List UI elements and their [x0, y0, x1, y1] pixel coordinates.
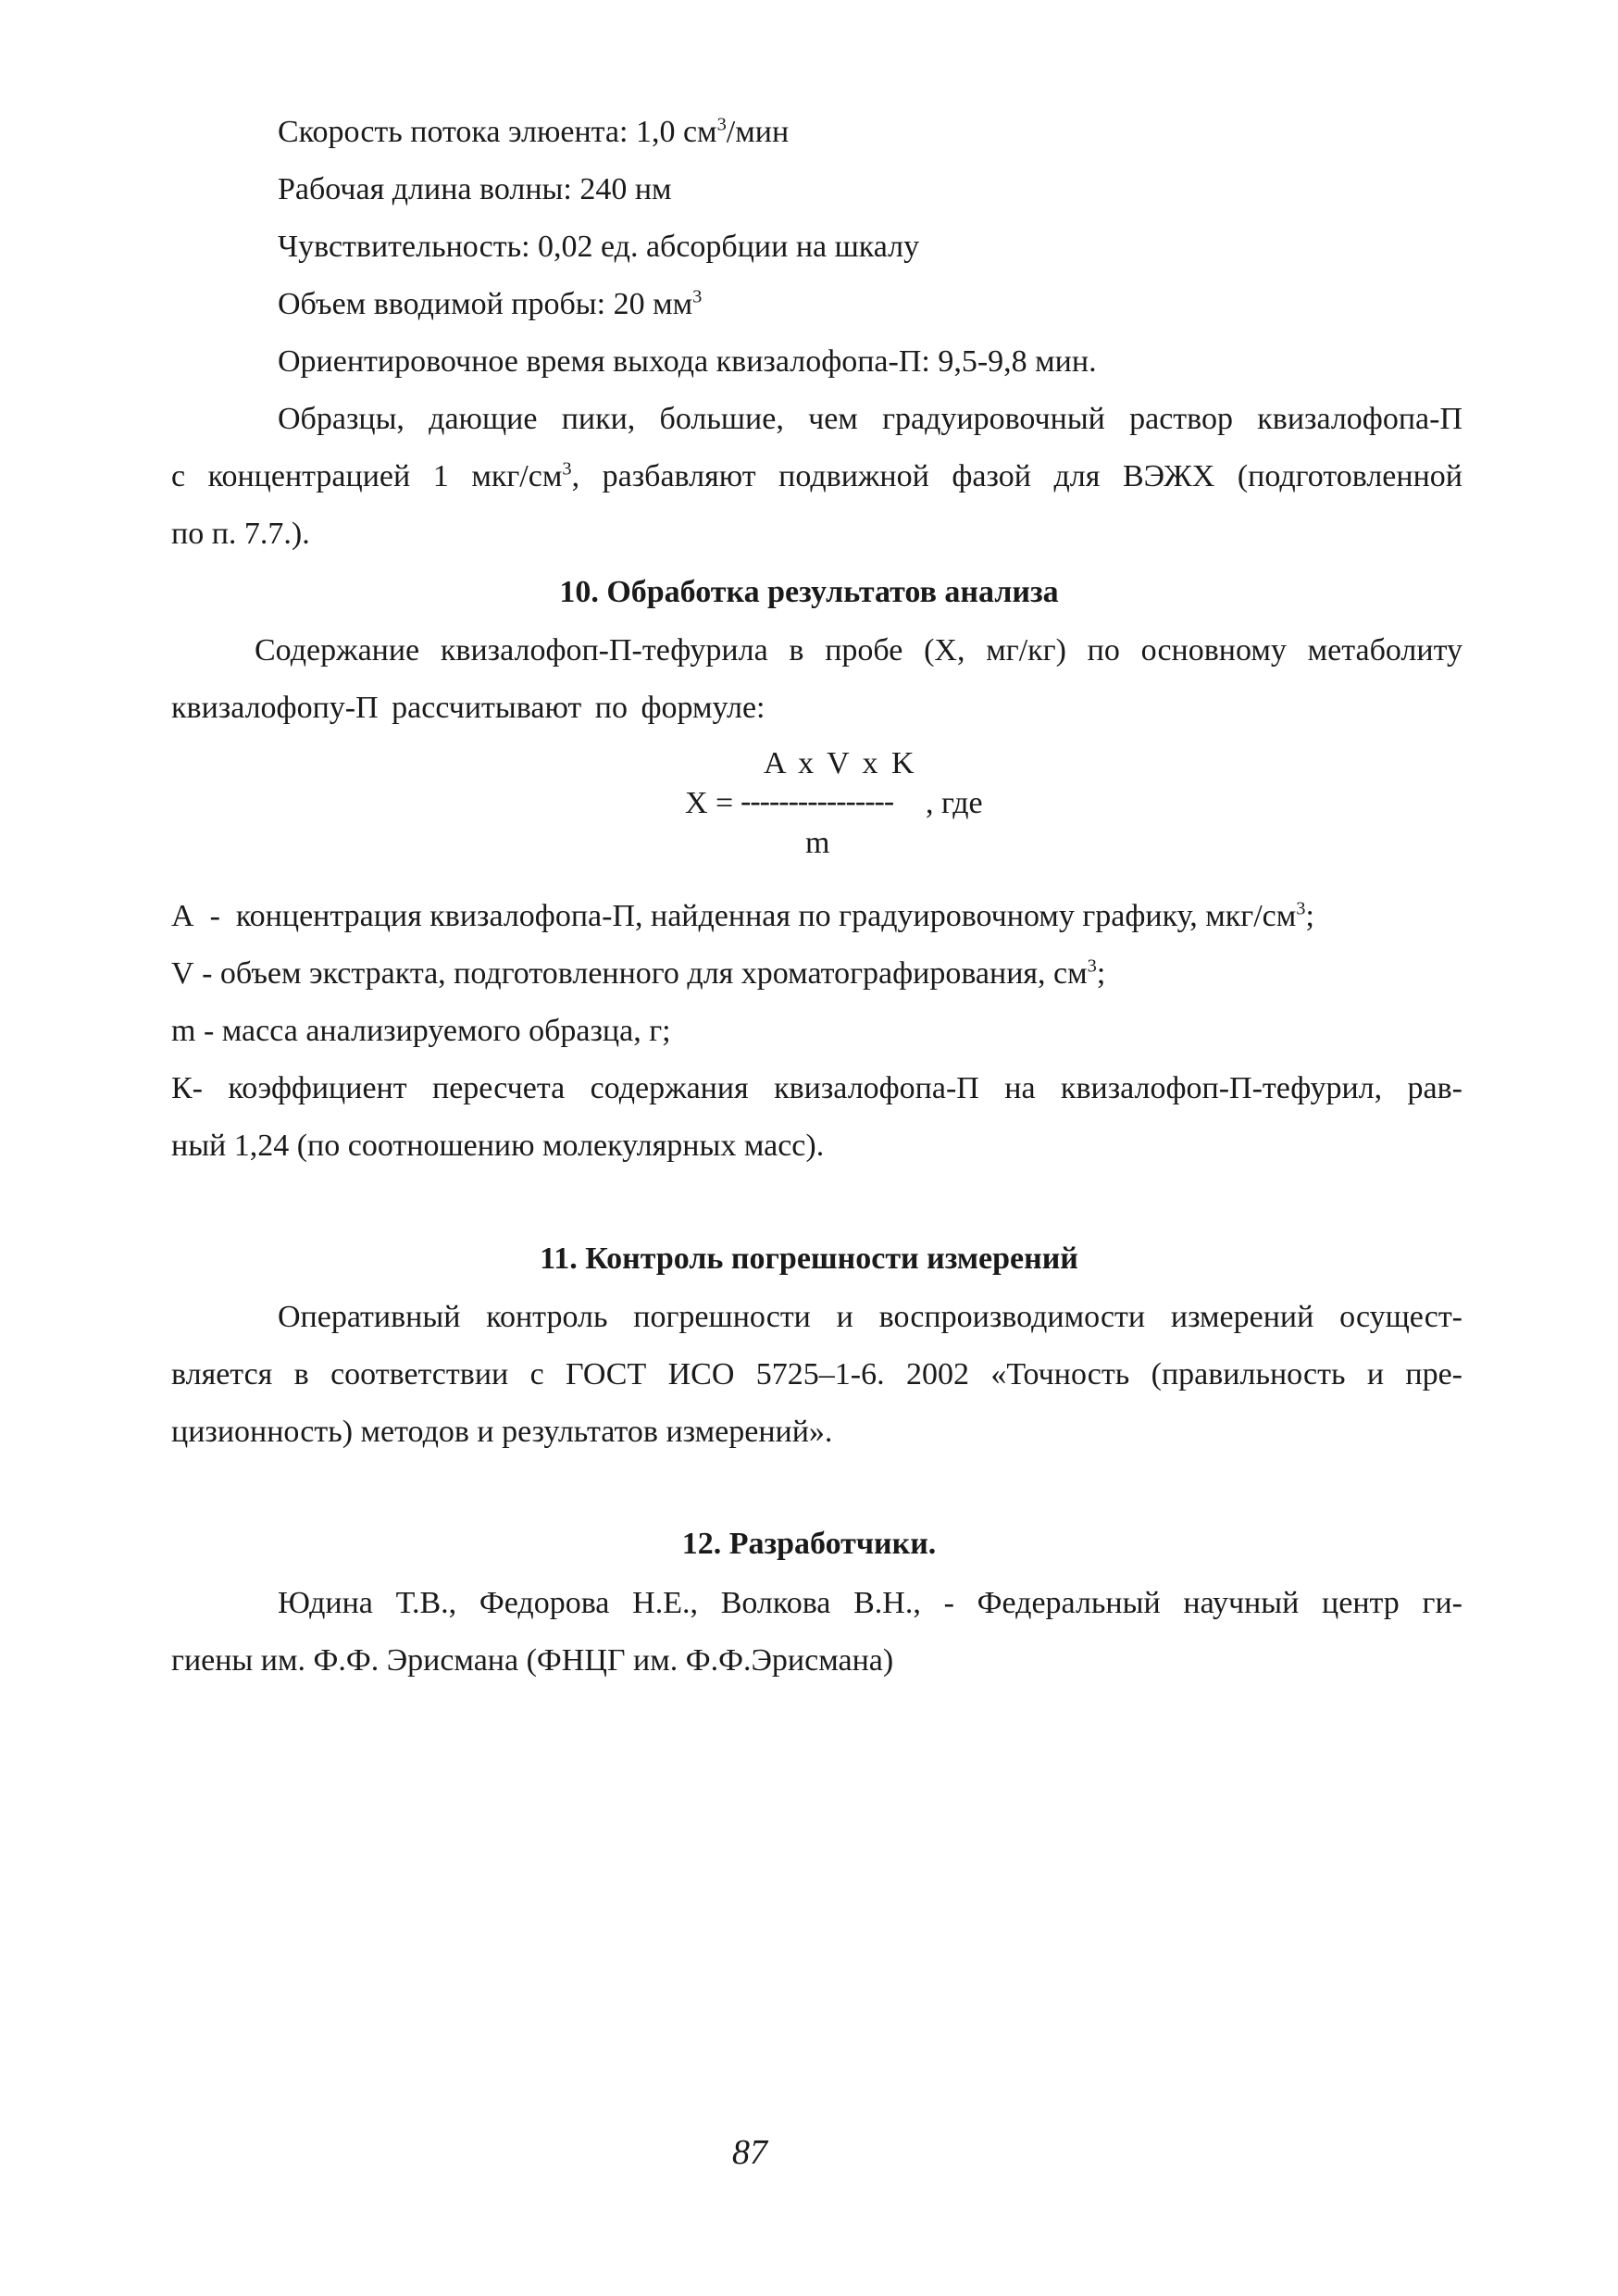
section-11-line-3: цизионность) методов и результатов измерений».: [171, 1415, 833, 1449]
section-12-heading: 12. Разработчики.: [681, 1527, 937, 1561]
dilution-line-3: по п. 7.7.).: [171, 517, 310, 551]
condition-flow-rate: Скорость потока элюента: 1,0 $см^3$/мин: [278, 114, 790, 149]
section-12-line-1: Юдина Т.В., Федорова Н.Е., Волкова В.Н., - Федеральный научный центр ги-: [278, 1586, 1462, 1620]
section-11-line-2: вляется в соответствии с ГОСТ ИСО 5725–1-6. 2002 «Точность (правильность и пре-: [171, 1357, 1462, 1391]
section-10-intro-1: Содержание квизалофоп-П-тефурила в пробе (X, мг/кг) по основному метаболиту: [255, 633, 1462, 668]
condition-sensitivity: Чувствительность: 0,02 ед. абсорбции на шкалу: [278, 230, 920, 264]
section-11-heading: 11. Контроль погрешности измерений: [540, 1242, 1078, 1276]
var-k-definition-1: К- коэффициент пересчета содержания квизалофопа-П на квизалофоп-П-тефурил, рав-: [171, 1071, 1462, 1105]
page-number: 87: [732, 2133, 767, 2172]
formula-lhs: X =: [685, 786, 734, 820]
formula-numerator: A x V x K: [764, 746, 917, 780]
var-m-definition: m - масса анализируемого образца, г;: [171, 1014, 671, 1048]
condition-retention-time: Ориентировочное время выхода квизалофопа-П: 9,5-9,8 мин.: [278, 344, 1097, 379]
section-10-intro-2: квизалофопу-П рассчитывают по формуле:: [171, 691, 765, 725]
section-11-line-1: Оперативный контроль погрешности и воспроизводимости измерений осущест-: [278, 1300, 1462, 1334]
formula-fraction-line: ----------------: [741, 784, 894, 818]
dilution-line-1: Образцы, дающие пики, большие, чем градуировочный раствор квизалофопа-П: [278, 402, 1462, 436]
formula-where: , где: [926, 786, 983, 820]
var-v-definition: V - объем экстракта, подготовленного для хроматографирования, $см^3$;: [171, 955, 1106, 991]
var-a-definition: A - концентрация квизалофопа-П, найденная по градуировочному графику, мкг/$см^3$;: [171, 898, 1314, 933]
formula-denominator: m: [805, 826, 830, 860]
var-k-definition-2: ный 1,24 (по соотношению молекулярных масс).: [171, 1129, 825, 1163]
condition-wavelength: Рабочая длина волны: 240 нм: [278, 172, 672, 206]
dilution-line-2: с концентрацией 1 мкг/$см^3$, разбавляют подвижной фазой для ВЭЖХ (подготовленной: [171, 458, 1462, 493]
section-10-heading: 10. Обработка результатов анализа: [559, 575, 1059, 609]
condition-injection-volume: Объем вводимой пробы: 20 $мм^3$: [278, 286, 703, 321]
section-12-line-2: гиены им. Ф.Ф. Эрисмана (ФНЦГ им. Ф.Ф.Эрисмана): [171, 1643, 894, 1678]
